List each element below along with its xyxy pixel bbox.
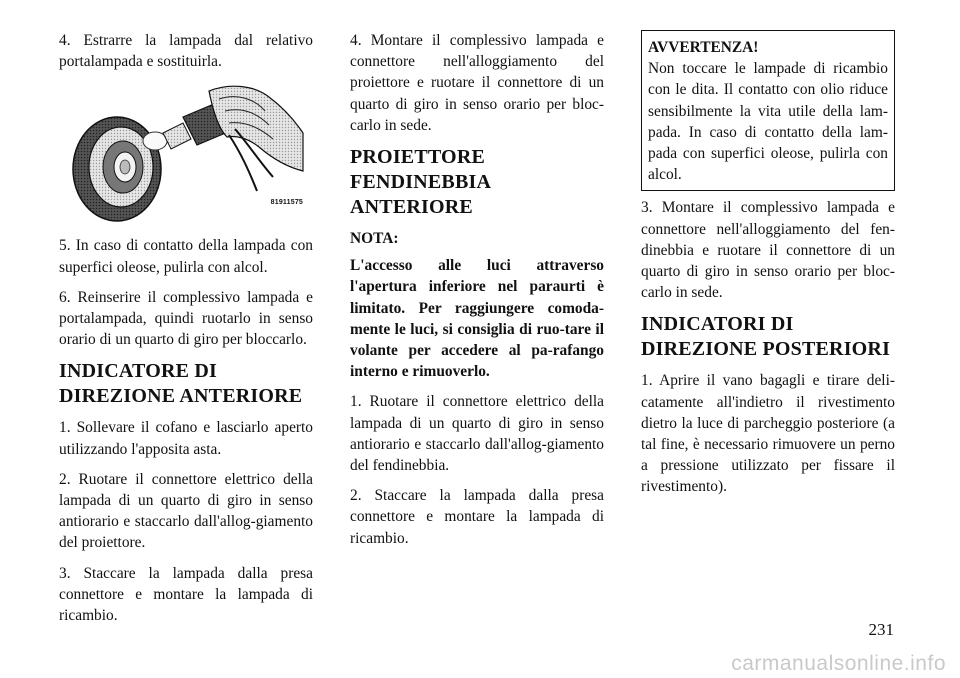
warning-title: AVVERTENZA! (648, 39, 759, 56)
step-6-text: 6. Reinserire il complessivo lampada e portalampada, quindi ruotarlo in senso orario di un quarto di giro per bloccarlo. (59, 288, 313, 349)
fog-step-2: 2. Staccare la lampada dalla presa connettore e montare la lampada di ricambio. (350, 487, 604, 547)
column-left (59, 30, 313, 635)
headlamp-step-4-text: 4. Montare il complessivo lampada e connettore nell'alloggiamento del proiettore e ruotare il connettore di un quarto di giro in senso orario per bloc-carlo in sede. (350, 32, 604, 134)
page-number: 231 (868, 620, 894, 639)
section-heading-front-turn-signal: INDICATORE DI DIREZIONE ANTERIORE (59, 360, 303, 408)
note-label: NOTA: (350, 230, 399, 248)
note-text: L'accesso alle luci attraverso l'apertura inferiore nel paraurti è limitato. Per raggiungere comoda-mente le luci, si consiglia di ruo-tare il volante per accedere al pa-rafango interno e rimuoverlo. (350, 257, 604, 381)
fog-step-3: 3. Montare il complessivo lampada e connettore nell'alloggiamento del fen-dinebbia e ruotare il connettore di un quarto di giro in senso orario per bloc-carlo in sede. (641, 199, 895, 302)
watermark: carmanualsonline.info (731, 652, 946, 675)
bulb-replacement-illustration (59, 81, 313, 223)
fog-step-1: 1. Ruotare il connettore elettrico della lampada di un quarto di giro in senso antiorario e staccarlo dall'allog-giamento del fendinebbia. (350, 393, 604, 475)
warning-text: Non toccare le lampade di ricambio con le dita. Il contatto con olio riduce sensibilmente la vita utile della lam-pada. In caso di contatto della lam-pada con superfici oleose, pulirla con alcol. (648, 60, 888, 184)
step-5-text: 5. In caso di contatto della lampada con superfici oleose, pulirla con alcol. (59, 237, 313, 276)
column-middle (350, 30, 604, 558)
column-right (641, 30, 895, 507)
front-turn-step-1: 1. Sollevare il cofano e lasciarlo aperto utilizzando l'apposita asta. (59, 419, 313, 458)
step-4-text: 4. Estrarre la lampada dal relativo portalampada e sostituirla. (59, 32, 313, 71)
front-turn-step-2: 2. Ruotare il connettore elettrico della lampada di un quarto di giro in senso antiorario e staccarlo dall'allog-giamento del proiettore. (59, 470, 313, 552)
front-turn-step-3: 3. Staccare la lampada dalla presa connettore e montare la lampada di ricambio. (59, 564, 313, 625)
warning-box (641, 30, 895, 191)
section-heading-rear-turn-signal: INDICATORI DI DIREZIONE POSTERIORI (641, 313, 891, 361)
section-heading-fog-lamp: PROIETTORE FENDINEBBIA ANTERIORE (350, 146, 491, 219)
figure-code: 81911575 (270, 199, 303, 207)
rear-turn-step-1: 1. Aprire il vano bagagli e tirare deli-catamente all'indietro il rivestimento dietro la luce di parcheggio posteriore (a tal fine, è necessario rimuovere un perno a pressione utilizzato per fissare il rivestimento). (641, 372, 895, 496)
